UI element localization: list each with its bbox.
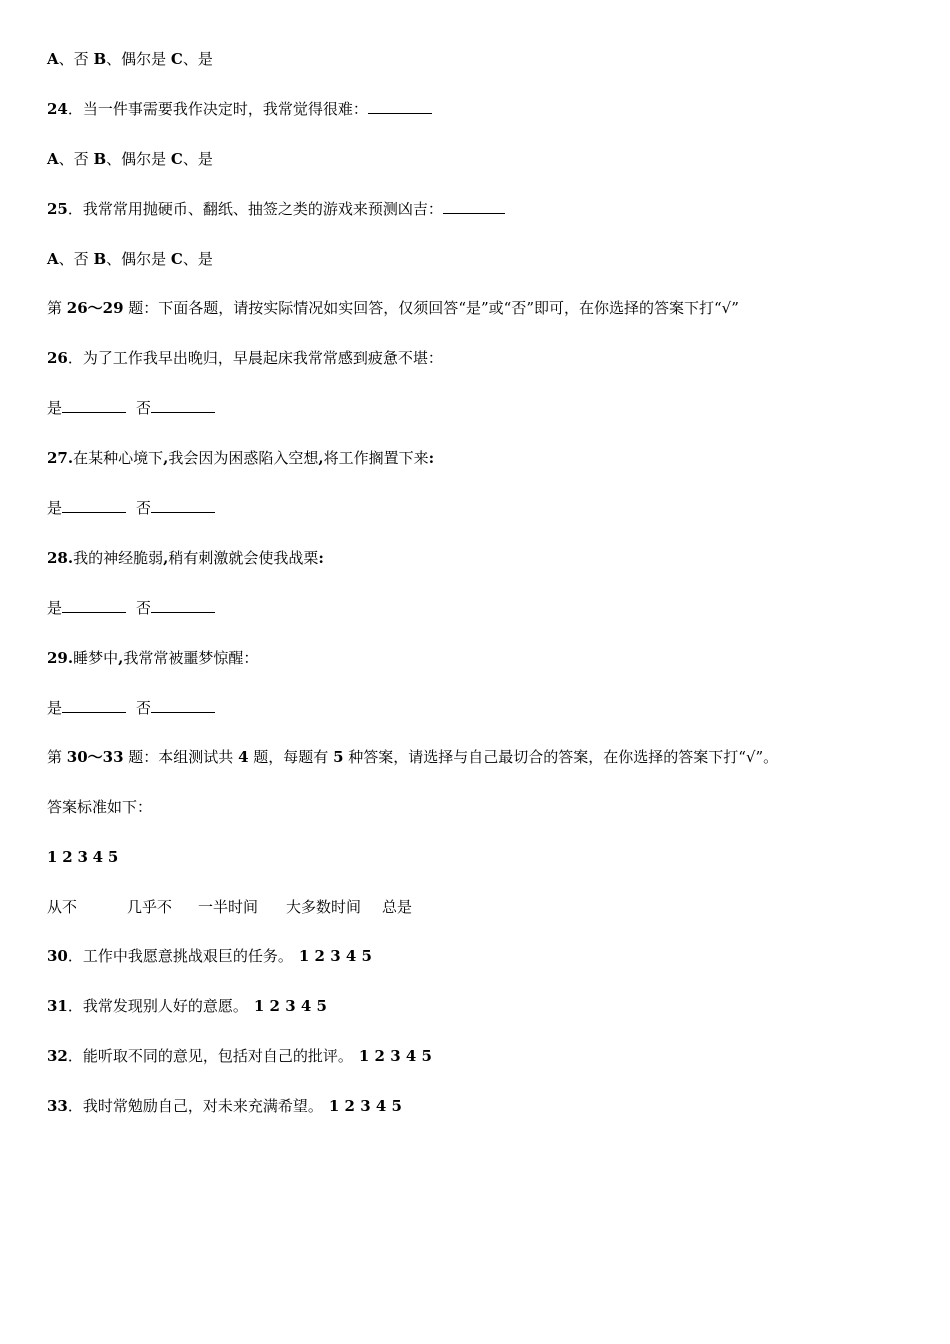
option-a-letter[interactable]: A: [47, 50, 59, 68]
question-26: [47, 348, 443, 368]
scale-labels-row: [47, 897, 647, 917]
yes-blank[interactable]: [62, 399, 126, 413]
scale-number-5: 5: [107, 848, 119, 866]
no-label: 否: [136, 499, 152, 517]
scale-numbers-row: [47, 847, 647, 867]
yes-blank[interactable]: [62, 699, 126, 713]
question-number: 24: [47, 100, 68, 118]
question-number: 27.: [47, 449, 74, 467]
scale-number-2: 2: [62, 848, 73, 866]
question-text: ．能听取不同的意见，包括对自己的批评。: [67, 1047, 353, 1065]
question-range: 26～29: [66, 299, 124, 317]
option-a-letter[interactable]: A: [47, 150, 59, 168]
q24-options: [47, 149, 213, 169]
yes-label: 是: [47, 599, 63, 617]
scale-label-2: 几乎不: [127, 898, 173, 916]
question-25: [47, 199, 505, 219]
scale-label-3: 一半时间: [198, 898, 259, 916]
question-28: 28.我的神经脆弱,稍有刺激就会使我战栗:: [47, 549, 324, 567]
scale-label-4: 大多数时间: [286, 898, 362, 916]
section-30-33-instructions: 第 30～33 题：本组测试共 4 题，每题有 5 种答案，请选择与自己最切合的答案，在你选择的答案下打“√”。: [47, 748, 779, 766]
option-b-text: 、偶尔是: [106, 250, 167, 268]
option-a-text: 、否: [58, 50, 89, 68]
q27-yes-no: [47, 498, 215, 518]
answer-standard-label: 答案标准如下：: [47, 798, 153, 816]
rating-scale[interactable]: 1 2 3 4 5: [253, 997, 327, 1015]
no-label: 否: [136, 399, 152, 417]
answer-blank[interactable]: [443, 200, 505, 214]
question-number: 25: [47, 200, 68, 218]
question-number: 28.: [47, 549, 74, 567]
question-text: ．我时常勉励自己，对未来充满希望。: [67, 1097, 323, 1115]
question-27: 27.在某种心境下,我会因为困惑陷入空想,将工作搁置下来:: [47, 449, 435, 467]
question-number: 29.: [47, 649, 74, 667]
q29-yes-no: [47, 698, 215, 718]
no-label: 否: [136, 599, 152, 617]
no-blank[interactable]: [151, 399, 215, 413]
section-26-29-instructions: 第 26～29 题：下面各题，请按实际情况如实回答，仅须回答“是”或“否”即可，在你选择的答案下打“√”: [47, 299, 739, 317]
question-30: [47, 946, 372, 966]
question-32: [47, 1046, 432, 1066]
q28-yes-no: [47, 598, 215, 618]
question-number: 33: [47, 1097, 68, 1115]
no-label: 否: [136, 699, 152, 717]
option-c-text: 、是: [182, 250, 213, 268]
rating-scale[interactable]: 1 2 3 4 5: [358, 1047, 432, 1065]
yes-label: 是: [47, 699, 63, 717]
option-b-letter[interactable]: B: [93, 150, 107, 168]
no-blank[interactable]: [151, 699, 215, 713]
question-31: [47, 996, 327, 1016]
question-24: [47, 99, 432, 119]
option-c-text: 、是: [182, 150, 213, 168]
question-text: ．工作中我愿意挑战艰巨的任务。: [67, 947, 293, 965]
option-a-text: 、否: [58, 150, 89, 168]
question-text: ．当一件事需要我作决定时，我常觉得很难：: [67, 100, 368, 118]
question-number: 26: [47, 349, 68, 367]
yes-label: 是: [47, 499, 63, 517]
option-c-letter[interactable]: C: [170, 250, 183, 268]
option-c-letter[interactable]: C: [170, 50, 183, 68]
question-number: 31: [47, 997, 68, 1015]
rating-scale[interactable]: 1 2 3 4 5: [298, 947, 372, 965]
option-b-letter[interactable]: B: [93, 250, 107, 268]
scale-number-1: 1: [47, 848, 58, 866]
no-blank[interactable]: [151, 499, 215, 513]
option-c-letter[interactable]: C: [170, 150, 183, 168]
q26-yes-no: [47, 398, 215, 418]
scale-number-4: 4: [92, 848, 104, 866]
scale-number-3: 3: [77, 848, 88, 866]
question-text: ．我常发现别人好的意愿。: [67, 997, 248, 1015]
scale-label-1: 从不: [47, 898, 78, 916]
answer-blank[interactable]: [368, 100, 432, 114]
question-text: ．我常常用抛硬币、翻纸、抽签之类的游戏来预测凶吉：: [67, 200, 443, 218]
no-blank[interactable]: [151, 599, 215, 613]
option-a-text: 、否: [58, 250, 89, 268]
question-text: ．为了工作我早出晚归，早晨起床我常常感到疲惫不堪：: [67, 349, 443, 367]
option-b-letter[interactable]: B: [93, 50, 107, 68]
yes-blank[interactable]: [62, 599, 126, 613]
yes-blank[interactable]: [62, 499, 126, 513]
rating-scale[interactable]: 1 2 3 4 5: [328, 1097, 402, 1115]
question-number: 30: [47, 947, 68, 965]
q23-options: [47, 49, 213, 69]
option-b-text: 、偶尔是: [106, 150, 167, 168]
option-b-text: 、偶尔是: [106, 50, 167, 68]
yes-label: 是: [47, 399, 63, 417]
q25-options: [47, 249, 213, 269]
option-a-letter[interactable]: A: [47, 250, 59, 268]
scale-label-5: 总是: [382, 898, 413, 916]
option-c-text: 、是: [182, 50, 213, 68]
question-29: 29.睡梦中,我常常被噩梦惊醒：: [47, 649, 259, 667]
question-range: 30～33: [66, 748, 124, 766]
question-33: [47, 1096, 402, 1116]
question-number: 32: [47, 1047, 68, 1065]
